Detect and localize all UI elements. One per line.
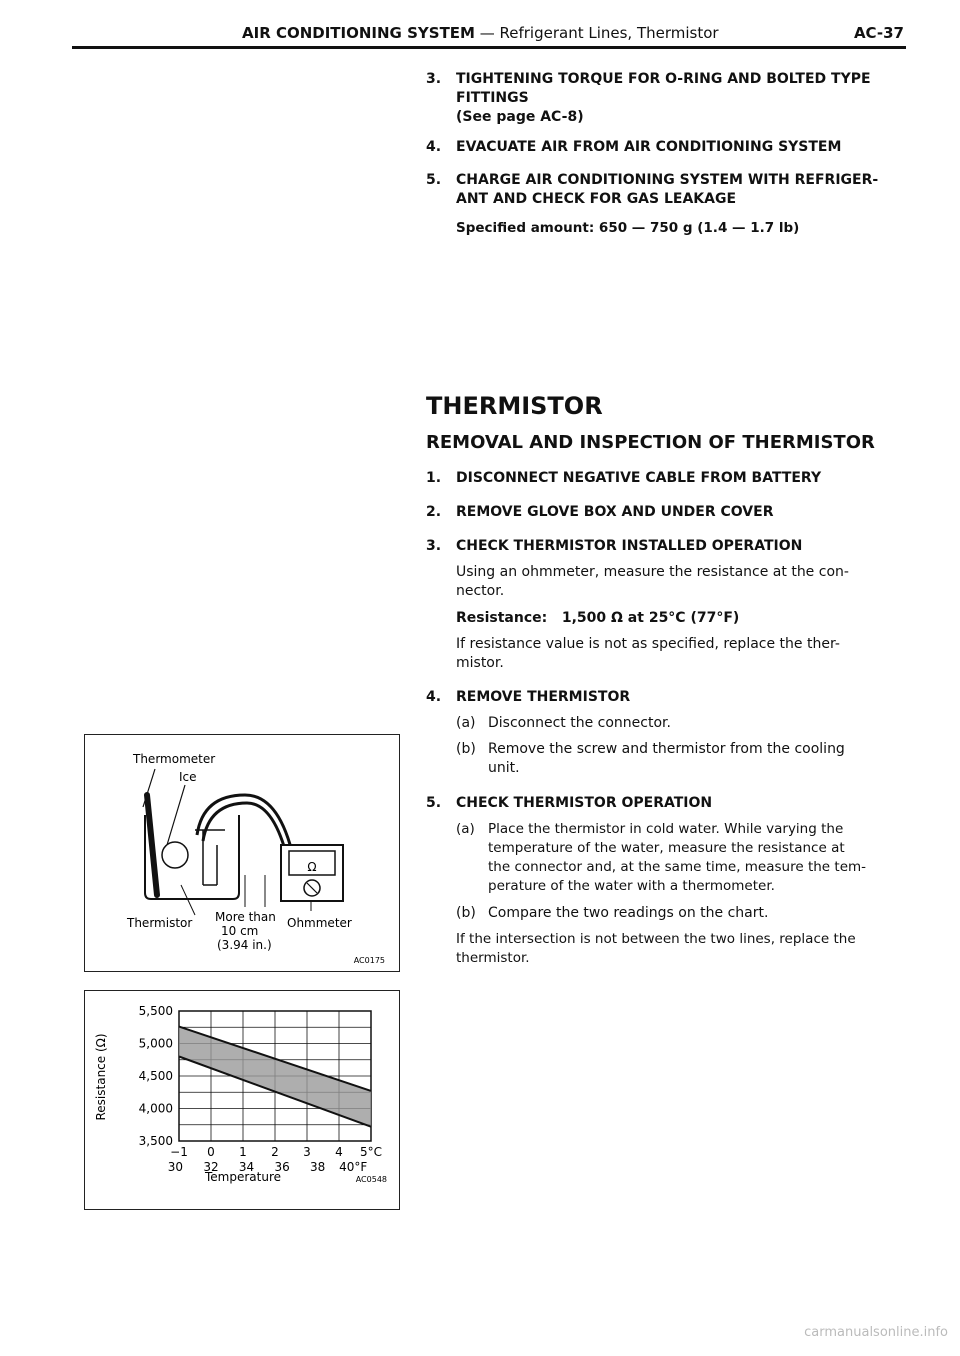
section-title: THERMISTOR bbox=[426, 392, 603, 420]
ohm-symbol: Ω bbox=[307, 860, 317, 874]
x-tick-label-c: 1 bbox=[239, 1145, 247, 1159]
chart-code: AC0548 bbox=[355, 1175, 387, 1184]
ice-cube bbox=[162, 842, 188, 868]
x-tick-label-f: 40°F bbox=[339, 1160, 368, 1174]
x-tick-label-c: 5°C bbox=[359, 1145, 383, 1159]
y-tick-label: 5,000 bbox=[138, 1036, 173, 1051]
x-tick-label-c: −1 bbox=[170, 1145, 188, 1159]
y-tick-label: 4,000 bbox=[138, 1101, 173, 1116]
x-tick-label-f: 38 bbox=[310, 1160, 326, 1174]
x-tick-label-f: 32 bbox=[203, 1160, 219, 1174]
step-3-resistance: Resistance: 1,500 Ω at 25°C (77°F) bbox=[456, 610, 740, 626]
x-tick-label-f: 36 bbox=[274, 1160, 290, 1174]
x-axis-label: Temperature bbox=[204, 1170, 282, 1184]
specified-amount: Specified amount: 650 — 750 g (1.4 — 1.7 lb) bbox=[456, 220, 800, 236]
y-tick-label: 5,500 bbox=[138, 1004, 173, 1018]
y-tick-label: 3,500 bbox=[138, 1134, 173, 1148]
label-thermometer: Thermometer bbox=[133, 752, 216, 766]
label-ice: Ice bbox=[179, 770, 197, 784]
label-distance-in: (3.94 in.) bbox=[217, 938, 272, 952]
step-3-text: Using an ohmmeter, measure the resistance at the con- nector. bbox=[456, 564, 849, 599]
thermometer-stick bbox=[147, 795, 157, 895]
thermistor-probe bbox=[195, 830, 225, 885]
page-header bbox=[72, 22, 904, 48]
figure-thermistor-setup bbox=[84, 734, 400, 972]
subsection-title: REMOVAL AND INSPECTION OF THERMISTOR bbox=[426, 432, 875, 453]
page-number: AC-37 bbox=[853, 24, 904, 42]
step-3-note: If resistance value is not as specified, replace the ther- mistor. bbox=[456, 636, 840, 671]
label-ohmmeter: Ohmmeter bbox=[287, 916, 352, 930]
y-tick-label: 4,500 bbox=[138, 1069, 173, 1083]
label-more-than: More than bbox=[215, 910, 276, 924]
resistance-chart bbox=[85, 991, 399, 1209]
figure-code: AC0175 bbox=[353, 956, 385, 965]
figure-resistance-chart bbox=[84, 990, 400, 1210]
x-tick-label-c: 4 bbox=[335, 1145, 343, 1159]
x-tick-label-c: 2 bbox=[271, 1145, 279, 1159]
header-rule bbox=[72, 46, 906, 49]
y-axis-label: Resistance (Ω) bbox=[94, 1033, 108, 1121]
label-thermistor: Thermistor bbox=[127, 916, 193, 930]
x-tick-label-c: 3 bbox=[303, 1145, 311, 1159]
watermark: carmanualsonline.info bbox=[804, 1325, 948, 1340]
header-title: AIR CONDITIONING SYSTEM — Refrigerant Lines, Thermistor bbox=[242, 24, 719, 42]
step-5-final: If the intersection is not between the two lines, replace the thermistor. bbox=[456, 931, 856, 966]
x-tick-label-f: 30 bbox=[167, 1160, 184, 1174]
x-tick-label-f: 34 bbox=[238, 1160, 255, 1174]
label-distance-cm: 10 cm bbox=[221, 924, 259, 938]
setup-illustration bbox=[85, 735, 399, 971]
x-tick-label-c: 0 bbox=[207, 1145, 215, 1159]
